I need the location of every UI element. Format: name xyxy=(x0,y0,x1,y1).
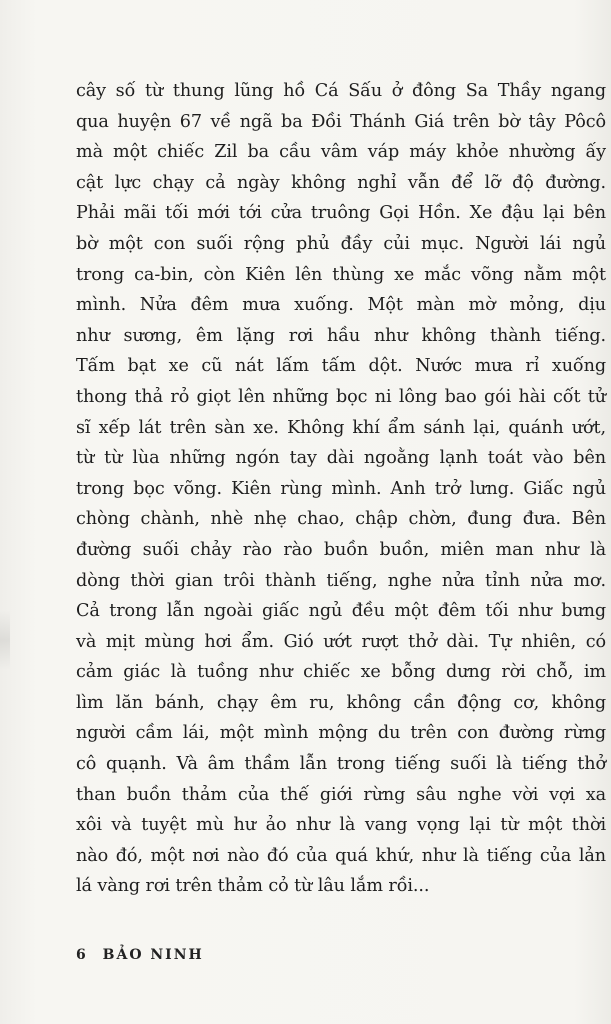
text-line: như sương, êm lặng rơi hầu như không thành tiếng. xyxy=(76,325,606,346)
body-text xyxy=(76,76,606,902)
text-line: xôi và tuyệt mù hư ảo như là vang vọng lại từ một thời xyxy=(76,815,606,836)
text-line: cô quạnh. Và âm thầm lẫn trong tiếng suối là tiếng thở xyxy=(76,754,606,775)
page-number: 6 xyxy=(76,947,86,963)
text-line: cây số từ thung lũng hồ Cá Sấu ở đông Sa Thầy ngang xyxy=(76,81,606,101)
text-line: trong ca-bin, còn Kiên lên thùng xe mắc võng nằm một xyxy=(76,264,606,285)
text-line: mà một chiếc Zil ba cầu vâm váp máy khỏe nhường ấy xyxy=(76,142,606,163)
text-line: Phải mãi tối mới tới cửa truông Gọi Hồn. Xe đậu lại bên xyxy=(76,203,606,224)
text-line: than buồn thảm của thế giới rừng sâu nghe vời vợi xa xyxy=(76,784,606,805)
text-line: qua huyện 67 về ngã ba Đồi Thánh Giá trên bờ tây Pôcô xyxy=(76,111,606,132)
text-line: chòng chành, nhè nhẹ chao, chập chờn, đung đưa. Bên xyxy=(76,509,606,530)
text-line: từ từ lùa những ngón tay dài ngoằng lạnh toát vào bên xyxy=(76,448,606,469)
page-crease-shadow xyxy=(0,610,10,670)
author-name: BẢO NINH xyxy=(102,947,204,963)
page-footer xyxy=(76,947,204,963)
text-line: cảm giác là tuồng như chiếc xe bỗng dưng rời chỗ, im xyxy=(76,662,606,683)
text-line: mình. Nửa đêm mưa xuống. Một màn mờ mỏng, dịu xyxy=(76,295,606,316)
text-line: người cầm lái, một mình mộng du trên con đường rừng xyxy=(76,723,606,744)
text-line: thong thả rỏ giọt lên những bọc ni lông bao gói hài cốt tử xyxy=(76,386,606,407)
text-line: sĩ xếp lát trên sàn xe. Không khí ẩm sánh lại, quánh ướt, xyxy=(76,417,606,438)
text-line: lìm lăn bánh, chạy êm ru, không cần động cơ, không xyxy=(76,692,606,713)
text-line: dòng thời gian trôi thành tiếng, nghe nửa tỉnh nửa mơ. xyxy=(76,570,606,591)
text-line: đường suối chảy rào rào buồn buồn, miên man như là xyxy=(76,539,606,560)
text-line: Cả trong lẫn ngoài giấc ngủ đều một đêm tối như bưng xyxy=(76,601,606,622)
text-line: trong bọc võng. Kiên rùng mình. Anh trở lưng. Giấc ngủ xyxy=(76,478,606,499)
text-line: và mịt mùng hơi ẩm. Gió ướt rượt thở dài. Tự nhiên, có xyxy=(76,631,606,652)
text-line: Tấm bạt xe cũ nát lấm tấm dột. Nước mưa rỉ xuống xyxy=(76,356,606,377)
text-line: cật lực chạy cả ngày không nghỉ vẫn để lỡ độ đường. xyxy=(76,172,606,193)
text-line: nào đó, một nơi nào đó của quá khứ, như là tiếng của lản xyxy=(76,845,606,866)
text-line-last: lá vàng rơi trên thảm cỏ từ lâu lắm rồi... xyxy=(76,876,430,897)
text-line: bờ một con suối rộng phủ đầy củi mục. Người lái ngủ xyxy=(76,233,606,254)
